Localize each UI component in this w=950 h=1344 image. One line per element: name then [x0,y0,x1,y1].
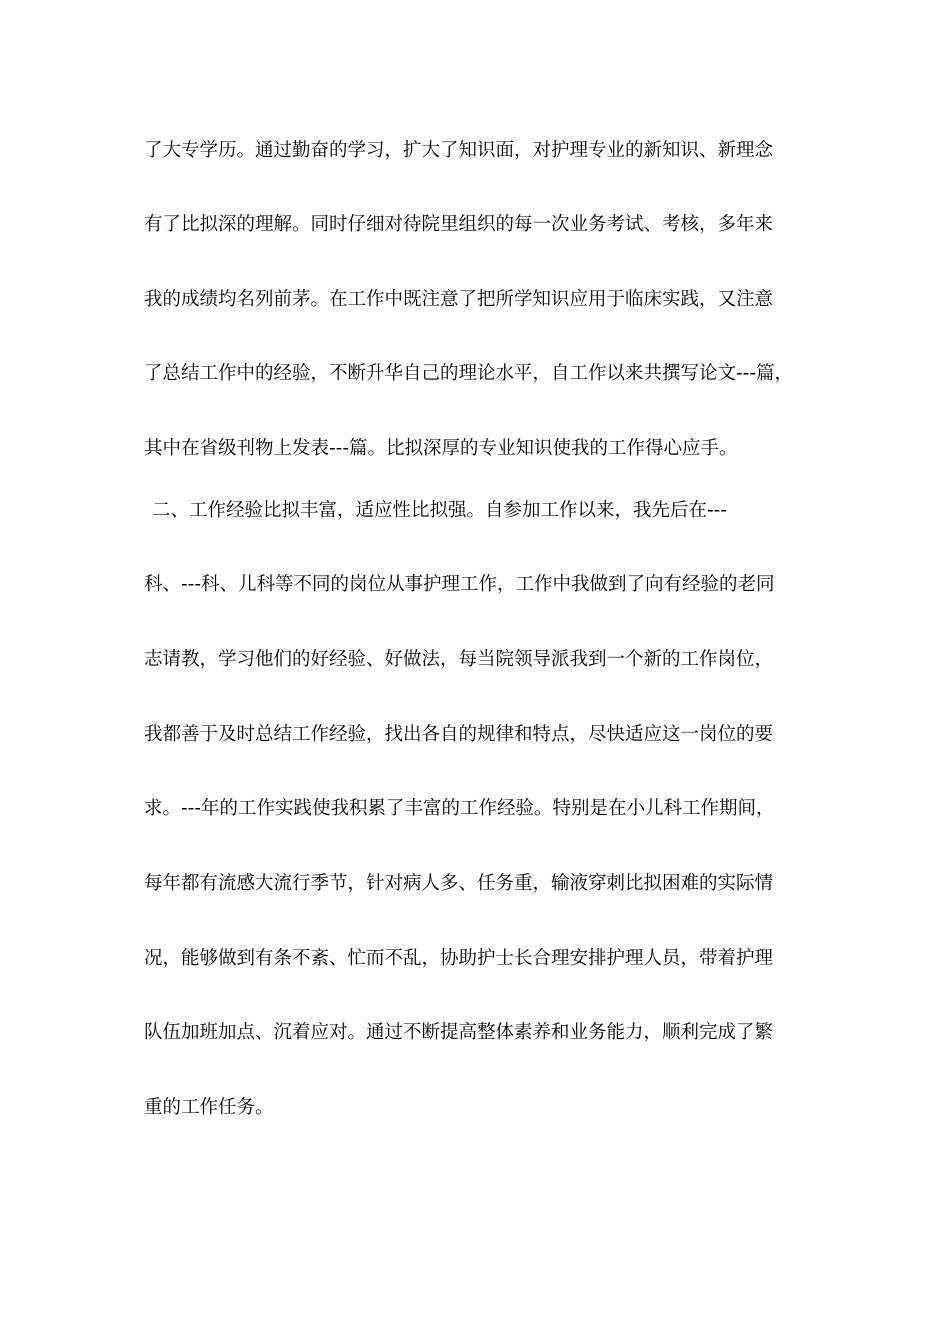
section-heading-line: 二、工作经验比拟丰富，适应性比拟强。自参加工作以来，我先后在--- [152,500,728,521]
text-line: 科、---科、儿科等不同的岗位从事护理工作，工作中我做到了向有经验的老同 [144,574,775,595]
text-line: 每年都有流感大流行季节，针对病人多、任务重，输液穿刺比拟困难的实际情 [144,873,774,894]
text-line: 我都善于及时总结工作经验，找出各自的规律和特点，尽快适应这一岗位的要 [144,724,774,745]
text-line: 队伍加班加点、沉着应对。通过不断提高整体素养和业务能力，顺利完成了繁 [144,1022,774,1043]
text-line: 我的成绩均名列前茅。在工作中既注意了把所学知识应用于临床实践，又注意 [144,289,774,310]
text-line: 况，能够做到有条不紊、忙而不乱，协助护士长合理安排护理人员，带着护理 [144,948,774,969]
text-line: 了总结工作中的经验，不断升华自己的理论水平，自工作以来共撰写论文---篇， [144,363,794,384]
text-line: 志请教，学习他们的好经验、好做法，每当院领导派我到一个新的工作岗位， [144,649,774,670]
text-line: 求。---年的工作实践使我积累了丰富的工作经验。特别是在小儿科工作期间， [144,798,775,819]
text-line: 重的工作任务。 [144,1097,274,1118]
text-line: 了大专学历。通过勤奋的学习，扩大了知识面，对护理专业的新知识、新理念 [144,140,774,161]
text-line: 其中在省级刊物上发表---篇。比拟深厚的专业知识使我的工作得心应手。 [144,438,738,459]
text-line: 有了比拟深的理解。同时仔细对待院里组织的每一次业务考试、考核，多年来 [144,214,774,235]
